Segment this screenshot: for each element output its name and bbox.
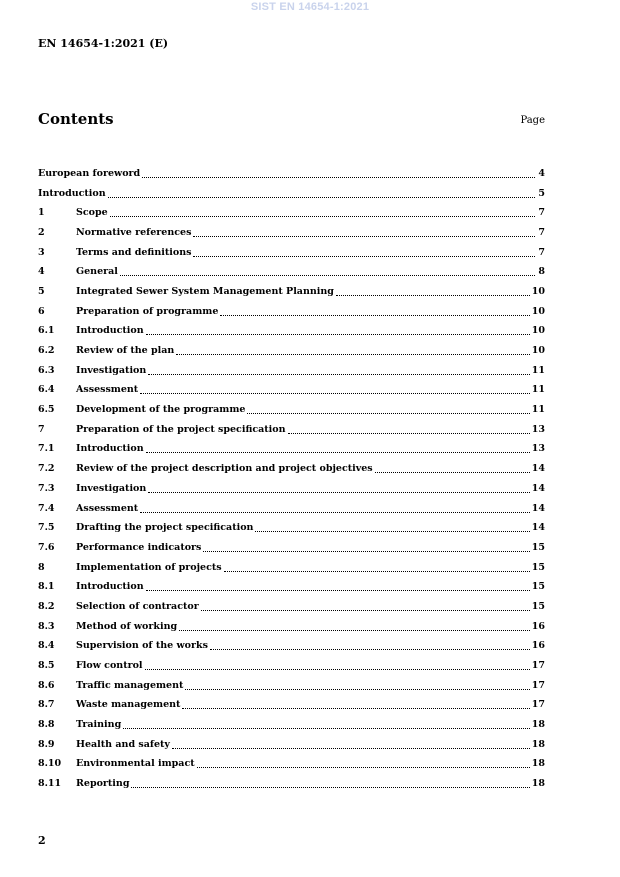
toc-entry-number: 8 bbox=[38, 561, 45, 573]
toc-entry-page: 18 bbox=[531, 758, 545, 770]
toc-entry-number: 8.2 bbox=[38, 600, 55, 612]
toc-entry[interactable] bbox=[38, 479, 545, 499]
toc-entry-page: 7 bbox=[538, 246, 545, 258]
toc-entry-page: 14 bbox=[531, 502, 545, 514]
toc-entry[interactable] bbox=[38, 696, 545, 716]
toc-entry-page: 15 bbox=[531, 581, 545, 593]
toc-entry-title: European foreword bbox=[38, 167, 141, 179]
toc-entry[interactable] bbox=[38, 577, 545, 597]
toc-entry[interactable] bbox=[38, 203, 545, 223]
toc-entry-title: Investigation bbox=[76, 482, 147, 494]
toc-entry-page: 13 bbox=[531, 443, 545, 455]
toc-entry-number: 7.6 bbox=[38, 541, 55, 553]
toc-entry-number: 8.7 bbox=[38, 699, 55, 711]
toc-entry-number: 8.10 bbox=[38, 758, 62, 770]
toc-entry-page: 5 bbox=[538, 187, 545, 199]
toc-entry-number: 8.5 bbox=[38, 660, 55, 672]
toc-entry-title: Investigation bbox=[76, 364, 147, 376]
toc-leader-dots bbox=[146, 581, 530, 591]
toc-entry-page: 15 bbox=[531, 561, 545, 573]
toc-entry-number: 6.2 bbox=[38, 345, 55, 357]
toc-entry-number: 7.4 bbox=[38, 502, 55, 514]
table-of-contents bbox=[38, 164, 545, 794]
toc-entry-page: 18 bbox=[531, 778, 545, 790]
toc-leader-dots bbox=[210, 640, 530, 650]
toc-entry-number: 7 bbox=[38, 423, 45, 435]
toc-entry-page: 14 bbox=[531, 522, 545, 534]
toc-entry-title: Normative references bbox=[76, 226, 192, 238]
toc-entry[interactable] bbox=[38, 715, 545, 735]
toc-entry[interactable] bbox=[38, 184, 545, 204]
toc-entry[interactable] bbox=[38, 400, 545, 420]
toc-entry-page: 8 bbox=[538, 266, 545, 278]
toc-entry-page: 18 bbox=[531, 719, 545, 731]
toc-entry-number: 8.8 bbox=[38, 719, 55, 731]
toc-entry[interactable] bbox=[38, 459, 545, 479]
toc-entry-title: Health and safety bbox=[76, 738, 170, 750]
toc-entry-number: 8.1 bbox=[38, 581, 55, 593]
toc-entry[interactable] bbox=[38, 518, 545, 538]
toc-entry-title: Introduction bbox=[76, 325, 144, 337]
toc-entry[interactable] bbox=[38, 361, 545, 381]
toc-entry-number: 6.4 bbox=[38, 384, 55, 396]
toc-entry-page: 10 bbox=[531, 345, 545, 357]
toc-leader-dots bbox=[146, 443, 530, 453]
toc-entry-page: 14 bbox=[531, 463, 545, 475]
toc-entry-page: 7 bbox=[538, 226, 545, 238]
toc-entry[interactable] bbox=[38, 637, 545, 657]
toc-entry[interactable] bbox=[38, 538, 545, 558]
toc-entry-page: 14 bbox=[531, 482, 545, 494]
toc-entry-number: 6.5 bbox=[38, 404, 55, 416]
toc-entry-number: 8.6 bbox=[38, 679, 55, 691]
toc-leader-dots bbox=[131, 778, 529, 788]
toc-entry[interactable] bbox=[38, 341, 545, 361]
toc-entry-title: Assessment bbox=[76, 502, 139, 514]
toc-leader-dots bbox=[145, 660, 530, 670]
toc-entry-number: 8.4 bbox=[38, 640, 55, 652]
toc-entry-number: 6.1 bbox=[38, 325, 55, 337]
toc-entry-page: 11 bbox=[531, 364, 545, 376]
toc-entry-page: 18 bbox=[531, 738, 545, 750]
toc-entry-title: Implementation of projects bbox=[76, 561, 222, 573]
toc-entry-title: Performance indicators bbox=[76, 541, 202, 553]
toc-leader-dots bbox=[176, 345, 529, 355]
toc-leader-dots bbox=[201, 601, 530, 611]
toc-entry-title: Reporting bbox=[76, 778, 130, 790]
toc-leader-dots bbox=[140, 384, 530, 394]
toc-entry-title: Environmental impact bbox=[76, 758, 195, 770]
toc-entry-title: Introduction bbox=[76, 581, 144, 593]
toc-entry[interactable] bbox=[38, 440, 545, 460]
toc-leader-dots bbox=[224, 562, 530, 572]
toc-entry-title: Training bbox=[76, 719, 122, 731]
toc-entry-number: 7.2 bbox=[38, 463, 55, 475]
toc-entry-title: Preparation of programme bbox=[76, 305, 219, 317]
toc-leader-dots bbox=[375, 463, 530, 473]
toc-entry[interactable] bbox=[38, 499, 545, 519]
toc-entry[interactable] bbox=[38, 558, 545, 578]
toc-entry-page: 16 bbox=[531, 620, 545, 632]
toc-entry-title: Introduction bbox=[38, 187, 106, 199]
toc-entry-number: 8.11 bbox=[38, 778, 62, 790]
contents-title: Contents bbox=[38, 110, 114, 128]
toc-entry[interactable] bbox=[38, 302, 545, 322]
toc-leader-dots bbox=[179, 621, 530, 631]
toc-entry-title: Selection of contractor bbox=[76, 600, 199, 612]
toc-entry-number: 8.9 bbox=[38, 738, 55, 750]
toc-entry-number: 7.5 bbox=[38, 522, 55, 534]
toc-leader-dots bbox=[288, 424, 530, 434]
toc-entry[interactable] bbox=[38, 617, 545, 637]
toc-entry-title: Integrated Sewer System Management Planning bbox=[76, 285, 334, 297]
toc-entry-title: Scope bbox=[76, 207, 108, 219]
toc-entry-page: 10 bbox=[531, 325, 545, 337]
toc-entry-page: 15 bbox=[531, 541, 545, 553]
toc-leader-dots bbox=[140, 503, 530, 513]
toc-entry-number: 1 bbox=[38, 207, 45, 219]
toc-leader-dots bbox=[182, 699, 529, 709]
toc-entry[interactable] bbox=[38, 420, 545, 440]
toc-entry[interactable] bbox=[38, 262, 545, 282]
page-column-label: Page bbox=[520, 115, 545, 126]
toc-entry-number: 6.3 bbox=[38, 364, 55, 376]
toc-leader-dots bbox=[108, 188, 535, 198]
toc-leader-dots bbox=[336, 286, 530, 296]
toc-entry-title: Traffic management bbox=[76, 679, 184, 691]
toc-leader-dots bbox=[193, 247, 535, 257]
toc-entry-number: 5 bbox=[38, 285, 45, 297]
toc-entry-title: Assessment bbox=[76, 384, 139, 396]
toc-leader-dots bbox=[172, 739, 530, 749]
toc-entry-title: Drafting the project specification bbox=[76, 522, 254, 534]
toc-entry-page: 15 bbox=[531, 600, 545, 612]
toc-entry-page: 16 bbox=[531, 640, 545, 652]
toc-entry-title: Introduction bbox=[76, 443, 144, 455]
toc-entry-title: Development of the programme bbox=[76, 404, 246, 416]
toc-entry-page: 17 bbox=[531, 660, 545, 672]
toc-entry-page: 4 bbox=[538, 167, 545, 179]
toc-entry-title: Method of working bbox=[76, 620, 178, 632]
toc-leader-dots bbox=[255, 522, 529, 532]
document-header: EN 14654-1:2021 (E) bbox=[38, 37, 169, 50]
toc-entry[interactable] bbox=[38, 322, 545, 342]
toc-leader-dots bbox=[193, 227, 535, 237]
toc-leader-dots bbox=[197, 758, 530, 768]
toc-leader-dots bbox=[123, 719, 530, 729]
toc-entry[interactable] bbox=[38, 676, 545, 696]
page-number: 2 bbox=[38, 834, 46, 847]
toc-leader-dots bbox=[220, 306, 529, 316]
toc-entry[interactable] bbox=[38, 282, 545, 302]
toc-entry[interactable] bbox=[38, 755, 545, 775]
toc-entry-page: 17 bbox=[531, 699, 545, 711]
toc-entry-number: 6 bbox=[38, 305, 45, 317]
toc-entry-title: Terms and definitions bbox=[76, 246, 192, 258]
toc-entry-page: 11 bbox=[531, 404, 545, 416]
toc-entry-page: 10 bbox=[531, 285, 545, 297]
toc-leader-dots bbox=[148, 365, 529, 375]
watermark: SIST EN 14654-1:2021 bbox=[250, 1, 370, 13]
toc-entry[interactable] bbox=[38, 735, 545, 755]
toc-entry[interactable] bbox=[38, 164, 545, 184]
toc-entry-page: 17 bbox=[531, 679, 545, 691]
toc-entry-title: General bbox=[76, 266, 118, 278]
toc-entry[interactable] bbox=[38, 597, 545, 617]
toc-entry[interactable] bbox=[38, 243, 545, 263]
toc-leader-dots bbox=[185, 680, 529, 690]
toc-leader-dots bbox=[148, 483, 529, 493]
toc-entry-page: 7 bbox=[538, 207, 545, 219]
toc-leader-dots bbox=[203, 542, 529, 552]
toc-entry-number: 7.3 bbox=[38, 482, 55, 494]
toc-entry-page: 11 bbox=[531, 384, 545, 396]
toc-entry-title: Review of the project description and project objectives bbox=[76, 463, 373, 475]
toc-entry-title: Waste management bbox=[76, 699, 181, 711]
toc-entry[interactable] bbox=[38, 774, 545, 794]
toc-entry-number: 8.3 bbox=[38, 620, 55, 632]
toc-entry-title: Supervision of the works bbox=[76, 640, 208, 652]
toc-entry-page: 13 bbox=[531, 423, 545, 435]
toc-entry[interactable] bbox=[38, 656, 545, 676]
toc-leader-dots bbox=[142, 168, 535, 178]
toc-entry-title: Flow control bbox=[76, 660, 143, 672]
toc-entry-title: Preparation of the project specification bbox=[76, 423, 286, 435]
toc-entry[interactable] bbox=[38, 223, 545, 243]
toc-entry[interactable] bbox=[38, 381, 545, 401]
toc-leader-dots bbox=[247, 404, 529, 414]
toc-entry-number: 3 bbox=[38, 246, 45, 258]
toc-entry-title: Review of the plan bbox=[76, 345, 175, 357]
toc-entry-number: 4 bbox=[38, 266, 45, 278]
toc-leader-dots bbox=[110, 207, 535, 217]
toc-entry-number: 2 bbox=[38, 226, 45, 238]
toc-leader-dots bbox=[120, 266, 535, 276]
toc-leader-dots bbox=[146, 325, 530, 335]
toc-entry-page: 10 bbox=[531, 305, 545, 317]
toc-entry-number: 7.1 bbox=[38, 443, 55, 455]
